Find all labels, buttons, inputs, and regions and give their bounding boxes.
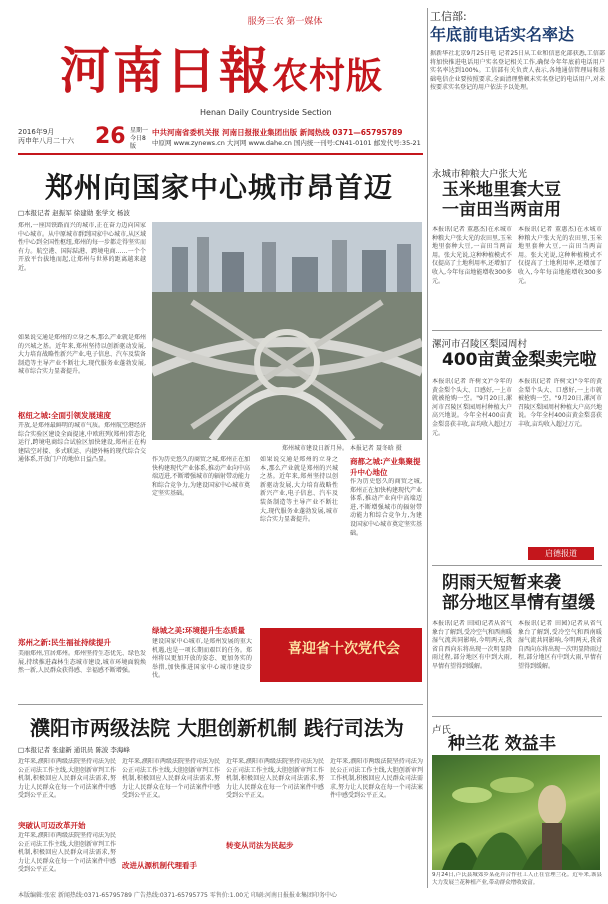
- puyang-body-3: 近年来,濮阳市两级法院坚持司法为民公正司法工作主线,大胆创新审判工作机制,积极回应人民群众司法需求,努力让人民群众在每一个司法案件中感受到公平正义。: [122, 758, 220, 800]
- main-body-2b: 如果说交通是郑州的立身之本,那么产业就是郑州的兴城之基。近年来,郑州坚持以创新驱动发展,大力培育战略性新兴产业,电子信息、汽车及装备制造等主导产业不断壮大,现代服务业蓬勃发展,城市综合实力显著提升。: [260, 456, 338, 524]
- story-3-body-a: 本报讯(记者 田园)记者从省气象台了解到,受冷空气和西南暖湿气流共同影响,今明两天,我省自西向东将出现一次明显降雨过程,部分地区有中到大雨,旱情有望得到缓解。: [432, 620, 512, 670]
- story-3-title-line-2[interactable]: 部分地区旱情有望缓: [442, 593, 595, 613]
- page-footer: 本版编辑:张宏 新闻热线:0371-65795789 广告热线:0371-65795775 零售价:1.00元 印刷:河南日报报业集团印务中心: [18, 892, 338, 899]
- story-3-title-line-1[interactable]: 阴雨天短暂来袭: [442, 573, 561, 593]
- main-body-1: 郑州,一座因铁路而兴的城市,正在奋力迈向国家中心城市。从中原城市群到国家中心城市,从区域性中心到全国性枢纽,郑州的每一步都走得坚实而有力。航空港、国际陆港、跨境电商……一个个开放平台拔地而起,让郑州与世界的距离越来越近。: [18, 222, 146, 272]
- story-3-body-b: 本报讯(记者 田园)记者从省气象台了解到,受冷空气和西南暖湿气流共同影响,今明两天,我省自西向东将出现一次明显降雨过程,部分地区有中到大雨,旱情有望得到缓解。: [518, 620, 602, 670]
- main-photo: [152, 222, 422, 440]
- main-photo-caption: 郑州城市建设日新月异。 本报记者 聂冬晗 摄: [282, 445, 402, 452]
- masthead-slogan: 服务三农 第一媒体: [247, 17, 323, 26]
- sponsor-line: 中共河南省委机关报 河南日报报业集团出版 新闻热线 0371—65795789: [152, 128, 403, 137]
- main-headline[interactable]: 郑州向国家中心城市昂首迈: [45, 171, 394, 200]
- right-divider-2: [432, 565, 602, 566]
- main-subhead-2: 商都之城:产业集聚提升中心地位: [350, 457, 421, 476]
- puyang-subhead-1: 突破认可迈改革开始: [18, 821, 86, 830]
- date: 2016年9月: [18, 128, 55, 136]
- main-subhead-3: 绿城之美:环境提升生态质量: [152, 626, 245, 635]
- main-body-4b: 作为历史悠久的商贸之城,郑州正在加快构建现代产业体系,推动产业向中高端迈进,不断增强城市的辐射带动能力和综合竞争力,为建设国家中心城市奠定坚实基础。: [350, 478, 422, 537]
- puyang-body-2: 近年来,濮阳市两级法院坚持司法为民公正司法工作主线,大胆创新审判工作机制,积极回应人民群众司法需求,努力让人民群众在每一个司法案件中感受到公平正义。: [18, 832, 116, 874]
- main-subhead-1: 枢纽之城:全面引领发展速度: [18, 411, 111, 420]
- story-1-label: 永城市种粮大户张大光: [432, 169, 528, 178]
- story-2-title[interactable]: 400亩黄金梨卖完啦: [442, 350, 597, 370]
- column-divider: [427, 8, 428, 888]
- main-body-3: 开放,是郑州最鲜明的城市气质。郑州航空港经济综合实验区建设全面提速,中欧班列(郑州)常态化运行,跨境电商综合试验区加快建设,郑州正在构建陆空对接、多式联运、内捷外畅的现代综合交通体系,开放门户的地位日益凸显。: [18, 422, 146, 464]
- masthead-divider: [18, 153, 423, 155]
- day-number: 26: [95, 124, 126, 149]
- site-links[interactable]: 中原网 www.zynews.cn 大河网 www.dahe.cn 国内统一刊号:CN41-0101 邮发代号:35-21: [152, 139, 421, 147]
- main-body-6: 美丽郑州,宜居郑州。郑州坚持生态优先、绿色发展,持续推进森林生态城市建设,城市环境面貌焕然一新,人民群众获得感、幸福感不断增强。: [18, 650, 146, 675]
- puyang-byline: □本报记者 张建新 通讯员 陈波 李海峰: [18, 746, 130, 754]
- right-divider-1: [432, 330, 602, 331]
- puyang-headline[interactable]: 濮阳市两级法院 大胆创新机制 践行司法为: [30, 716, 404, 740]
- story-1-body-a: 本报讯(记者 董惠杰)在永城市种粮大户张大光的农田里,玉米地里套种大豆,一亩田当两亩用。张大光说,这种种植模式不仅提高了土地利用率,还增加了收入,今年每亩地能增收300多元。: [432, 226, 512, 285]
- right-divider-3: [432, 716, 602, 717]
- story-1-body-b: 本报讯(记者 董惠杰)在永城市种粮大户张大光的农田里,玉米地里套种大豆,一亩田当两亩用。张大光说,这种种植模式不仅提高了土地利用率,还增加了收入,今年每亩地能增收300多元。: [518, 226, 602, 285]
- story-4-caption: 9月24日,卢氏县城郊乡某花卉合作社工人正在管理兰花。近年来,该县大力发展兰花种植产业,带动群众增收致富。: [432, 872, 602, 886]
- date-lunar: 丙申年八月二十六: [18, 137, 74, 145]
- city-interchange-illustration: [152, 222, 422, 440]
- issue-info: [130, 127, 150, 149]
- puyang-subhead-2: 改进从源机制代理看手: [122, 861, 197, 870]
- main-subhead-4: 郑州之新:民生福祉持续提升: [18, 638, 111, 647]
- weekday: 星期一: [130, 127, 149, 134]
- main-body-2: 如果说交通是郑州的立身之本,那么产业就是郑州的兴城之基。近年来,郑州坚持以创新驱动发展,大力培育战略性新兴产业,电子信息、汽车及装备制造等主导产业不断壮大,现代服务业蓬勃发展,城市综合实力显著提升。: [18, 334, 146, 376]
- puyang-subhead-3: 转变从司法为民起步: [226, 841, 294, 850]
- story-2-body-b: 本报讯(记者 许树文)"今年的黄金梨个头大、口感好,一上市就被抢购一空。"9月20日,漯河市召陵区梨园周村种植大户高兴地说。今年全村400亩黄金梨喜获丰收,亩均收入超过万元。: [518, 378, 602, 428]
- newspaper-title-main: 河南日報: [60, 41, 272, 100]
- puyang-body-1: 近年来,濮阳市两级法院坚持司法为民公正司法工作主线,大胆创新审判工作机制,积极回应人民群众司法需求,努力让人民群众在每一个司法案件中感受到公平正义。: [18, 758, 116, 800]
- dateline: [18, 128, 93, 150]
- banner-text: 喜迎省十次党代会: [288, 641, 400, 657]
- puyang-body-4: 近年来,濮阳市两级法院坚持司法为民公正司法工作主线,大胆创新审判工作机制,积极回应人民群众司法需求,努力让人民群众在每一个司法案件中感受到公平正义。: [226, 758, 324, 800]
- newspaper-title-sub: 农村版: [272, 55, 384, 97]
- story-1-title-line-1[interactable]: 玉米地里套大豆: [442, 180, 561, 200]
- right-top-headline[interactable]: 年底前电话实名率达: [430, 25, 575, 44]
- puyang-body-5: 近年来,濮阳市两级法院坚持司法为民公正司法工作主线,大胆创新审判工作机制,积极回应人民群众司法需求,努力让人民群众在每一个司法案件中感受到公平正义。: [330, 758, 423, 800]
- story-4-title[interactable]: 种兰花 效益丰: [448, 734, 556, 754]
- orchid-greenhouse-illustration: [432, 755, 600, 870]
- newspaper-title: [60, 36, 390, 106]
- right-top-body: 据新华社北京9月25日电 记者25日从工业和信息化部获悉,工信部将加快推进电话用户实名登记相关工作,确保今年年底前电话用户实名率达到100%。工信部有关负责人表示,各地通信管理局和基础电信企业要按照要求,全面清理整顿未实名登记的电话用户,对未按要求实名登记的用户依法予以处理。: [430, 50, 605, 92]
- orchid-photo: [432, 755, 600, 870]
- story-4-label: 卢氏: [432, 725, 452, 734]
- right-top-label: 工信部:: [430, 10, 467, 22]
- party-congress-banner: [260, 628, 422, 682]
- story-2-tag: 启德报道: [528, 547, 594, 560]
- story-2-label: 漯河市召陵区梨园周村: [432, 339, 528, 348]
- main-byline: □本报记者 赵振军 徐建勋 张学文 杨波: [18, 209, 130, 217]
- main-body-5: 建设国家中心城市,是郑州发展的重大机遇,也是一项长期而艰巨的任务。郑州将以更加开放的姿态、更加务实的举措,加快推进国家中心城市建设步伐。: [152, 638, 252, 680]
- issue-pages: 今日8版: [130, 135, 146, 149]
- main-body-4: 作为历史悠久的商贸之城,郑州正在加快构建现代产业体系,推动产业向中高端迈进,不断增强城市的辐射带动能力和综合竞争力,为建设国家中心城市奠定坚实基础。: [152, 456, 250, 498]
- story-2-body-a: 本报讯(记者 许树文)"今年的黄金梨个头大、口感好,一上市就被抢购一空。"9月20日,漯河市召陵区梨园周村种植大户高兴地说。今年全村400亩黄金梨喜获丰收,亩均收入超过万元。: [432, 378, 512, 437]
- newspaper-english-title: Henan Daily Countryside Section: [200, 108, 332, 117]
- section-divider: [18, 704, 423, 705]
- story-1-title-line-2[interactable]: 一亩田当两亩用: [442, 200, 561, 220]
